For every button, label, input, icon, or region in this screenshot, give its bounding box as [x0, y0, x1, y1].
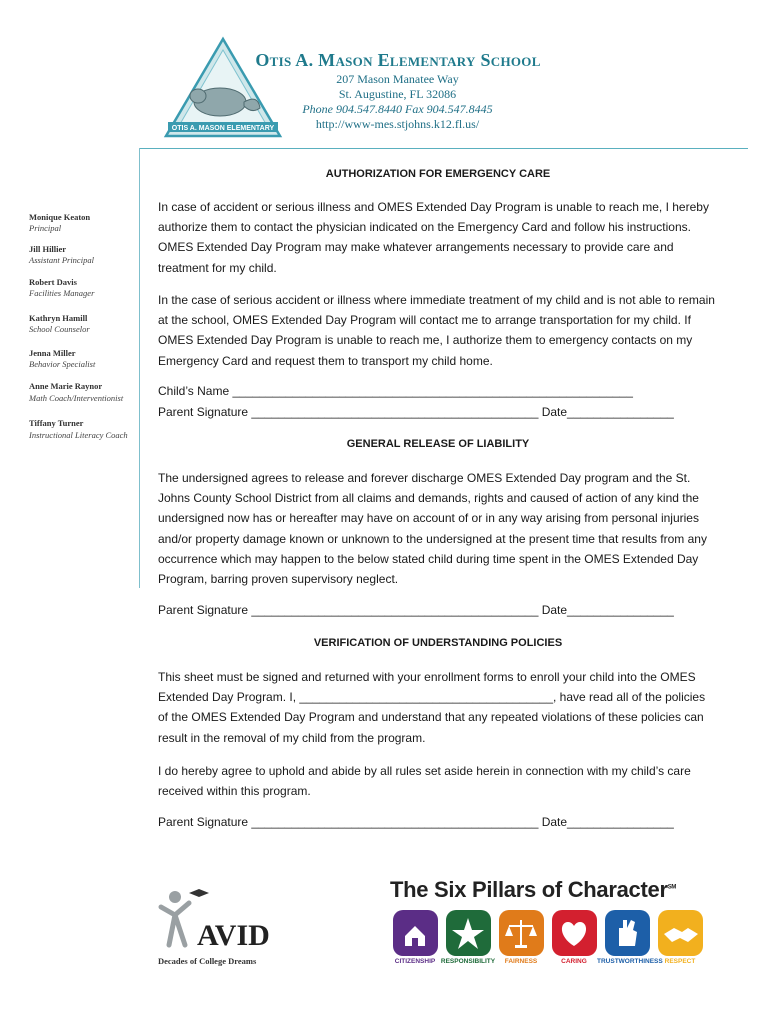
school-name: Otis A. Mason Elementary School	[255, 50, 541, 70]
verification-paragraph-2: I do hereby agree to uphold and abide by all rules set aside herein in connection with my child’s care received within this program.	[158, 764, 691, 799]
release-paragraph: The undersigned agrees to release and forever discharge OMES Extended Day program and the St. Johns County School District from all claims and demands, rights and caused of action of any kind the undersigned now has or hereafter may have on account of or in any way arising from personal injuries and/or property damage known or unknown to the undersigned at the present time that results from any occurrence which may happen to the below stated child during time spent in the OMES Extended Day Program, barring proven supervisory neglect.	[158, 471, 707, 587]
authorization-heading: AUTHORIZATION FOR EMERGENCY CARE	[325, 168, 551, 180]
authorization-paragraph-2: In the case of serious accident or illness where immediate treatment of my child and is not able to remain at the school, OMES Extended Day Program will contact me to arrange transportation for my child. If OMES Extended Day Program is unable to reach me, I authorize them to emergency contacts on my Emergency Card and request them to transport my child home.	[158, 293, 715, 368]
staff-role: Principal	[29, 223, 62, 233]
school-url[interactable]: http://www-mes.stjohns.k12.fl.us/	[315, 117, 480, 131]
staff-name: Robert Davis	[29, 277, 77, 287]
staff-role: School Counselor	[29, 324, 90, 334]
staff-role: Math Coach/Interventionist	[29, 393, 124, 403]
authorization-paragraph-1: In case of accident or serious illness and OMES Extended Day Program is unable to reach me, I hereby authorize them to contact the physician indicated on the Emergency Card and follow his instructions. OMES Extended Day Program may make whatever arrangements necessary to provide care and treatment for my child.	[158, 200, 709, 275]
avid-tagline: Decades of College Dreams	[158, 956, 257, 966]
responsibility-pillar-icon	[446, 910, 491, 956]
staff-role: Instructional Literacy Coach	[29, 430, 128, 440]
parent-signature-line-1[interactable]: Parent Signature ___________________________________________ Date________________	[158, 405, 674, 419]
address-city: St. Augustine, FL 32086	[338, 87, 457, 101]
respect-pillar-icon	[658, 910, 703, 956]
staff-name: Monique Keaton	[29, 212, 91, 222]
staff-name: Anne Marie Raynor	[29, 381, 103, 391]
staff-name: Jenna Miller	[29, 348, 76, 358]
pillar-label-responsibility: RESPONSIBILITY	[440, 958, 496, 965]
release-heading: GENERAL RELEASE OF LIABILITY	[346, 438, 530, 450]
parent-signature-line-3[interactable]: Parent Signature ___________________________________________ Date________________	[158, 815, 674, 829]
caring-pillar-icon	[552, 910, 597, 956]
fairness-pillar-icon	[499, 910, 544, 956]
pillar-label-caring: CARING	[561, 958, 587, 965]
staff-role: Behavior Specialist	[29, 359, 96, 369]
staff-name: Tiffany Turner	[29, 418, 84, 428]
childs-name-line[interactable]: Child’s Name ____________________________________________________________	[158, 384, 633, 398]
sidebar-divider	[139, 148, 140, 588]
pillar-label-fairness: FAIRNESS	[504, 958, 538, 965]
six-pillars-title	[390, 877, 710, 903]
trustworthiness-pillar-icon	[605, 910, 650, 956]
address-phone-fax: Phone 904.547.8440 Fax 904.547.8445	[302, 102, 493, 116]
citizenship-pillar-icon	[393, 910, 438, 956]
verification-heading: VERIFICATION OF UNDERSTANDING POLICIES	[313, 637, 563, 649]
pillar-label-respect: RESPECT	[664, 958, 696, 965]
logo-banner-text: OTIS A. MASON ELEMENTARY	[171, 125, 275, 132]
service-mark: SM	[667, 884, 677, 891]
avid-wordmark: AVID	[197, 919, 270, 952]
pillar-label-citizenship: CITIZENSHIP	[394, 958, 436, 965]
parent-signature-line-2[interactable]: Parent Signature ___________________________________________ Date________________	[158, 603, 674, 617]
address-street: 207 Mason Manatee Way	[336, 72, 459, 86]
verification-paragraph-1: This sheet must be signed and returned with your enrollment forms to enroll your child into the OMES Extended Day Program. I, ______________________________________, have read all of the policies of the OMES Extended Day Program and understand that any repeated violations of these policies can result in the removal of my child from the program.	[158, 670, 706, 745]
staff-name: Jill Hillier	[29, 244, 67, 254]
staff-role: Facilities Manager	[29, 288, 95, 298]
header-divider	[140, 148, 748, 149]
staff-role: Assistant Principal	[29, 255, 94, 265]
six-pillars-title-text: The Six Pillars of Character	[390, 877, 668, 902]
avid-logo	[155, 885, 285, 967]
pillar-label-trustworthiness: TRUSTWORTHINESS	[597, 958, 663, 965]
staff-name: Kathryn Hamill	[29, 313, 88, 323]
